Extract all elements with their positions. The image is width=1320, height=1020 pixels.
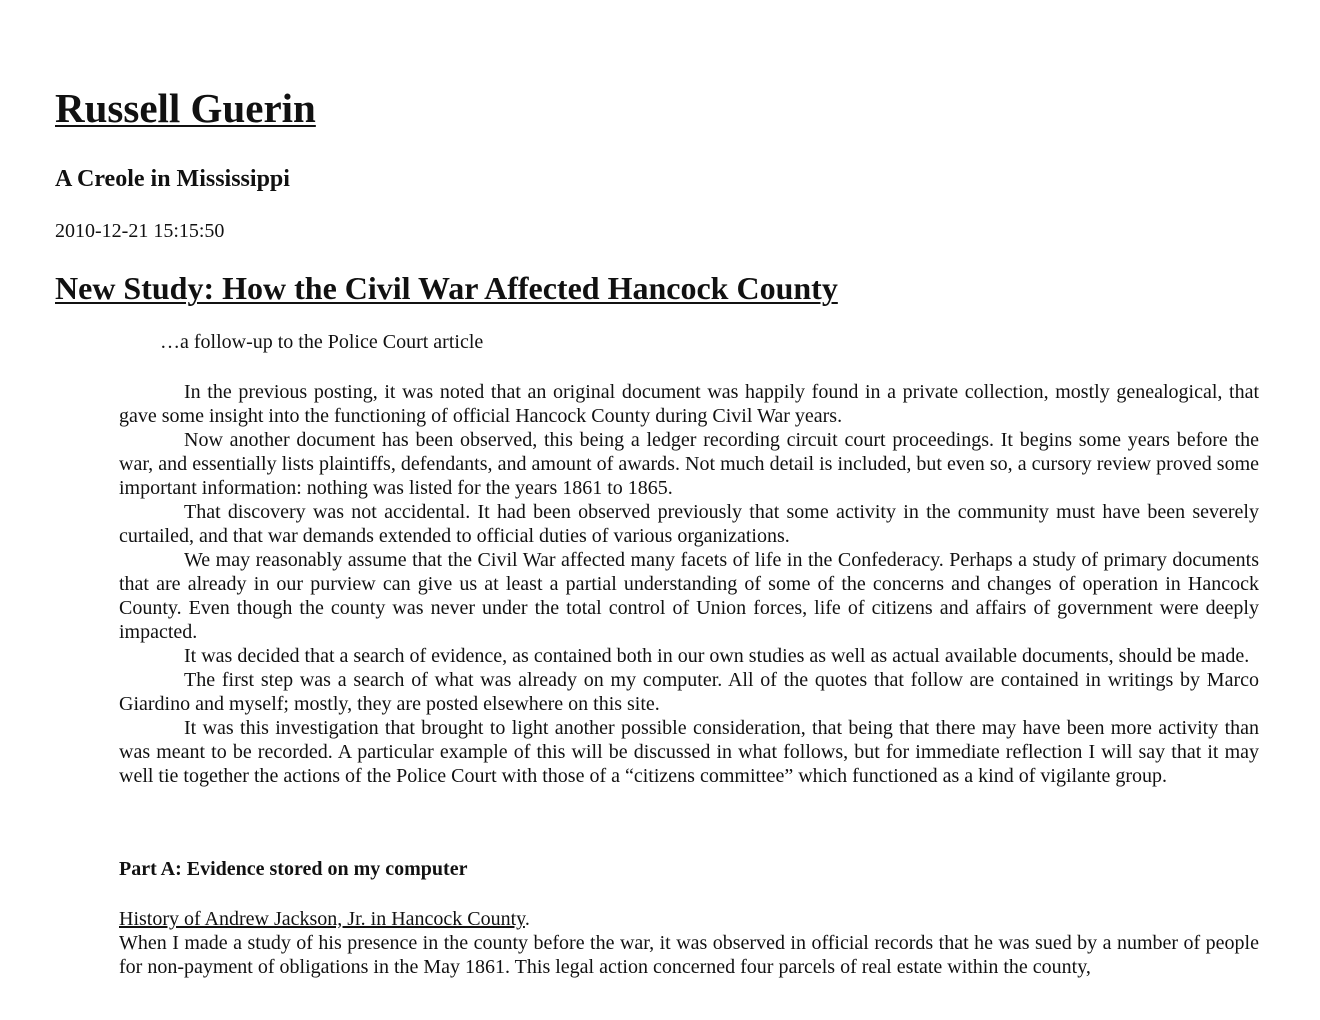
paragraph: That discovery was not accidental. It had been observed previously that some activity in the community must have been severely curtailed, and that war demands extended to official duties of various organizations.: [119, 501, 1259, 547]
post-date: 2010-12-21 15:15:50: [55, 220, 225, 242]
source-title-line: [119, 907, 1259, 931]
section-heading: Part A: Evidence stored on my computer: [119, 858, 468, 880]
source-entry: [119, 907, 1259, 979]
source-title: History of Andrew Jackson, Jr. in Hancock County: [119, 908, 525, 930]
paragraph: It was decided that a search of evidence, as contained both in our own studies as well as actual available documents, should be made.: [184, 645, 1250, 667]
source-title-suffix: .: [524, 908, 530, 930]
paragraph: The first step was a search of what was already on my computer. All of the quotes that follow are contained in writings by Marco Giardino and myself; mostly, they are posted elsewhere on this site.: [119, 669, 1259, 715]
paragraph: In the previous posting, it was noted that an original document was happily found in a private collection, mostly genealogical, that gave some insight into the functioning of official Hancock County during Civil War years.: [119, 381, 1259, 427]
post-subtitle: …a follow-up to the Police Court article: [160, 331, 484, 353]
author-name: Russell Guerin: [55, 85, 316, 131]
paragraph: It was this investigation that brought to light another possible consideration, that being that there may have been more activity than was meant to be recorded. A particular example of this will be discussed in what follows, but for immediate reflection I will say that it may well tie together the actions of the Police Court with those of a “citizens committee” which functioned as a kind of vigilante group.: [119, 717, 1259, 787]
paragraph: Now another document has been observed, this being a ledger recording circuit court proceedings. It begins some years before the war, and essentially lists plaintiffs, defendants, and amount of awards. Not much detail is included, but even so, a cursory review proved some important information: nothing was listed for the years 1861 to 1865.: [119, 429, 1259, 499]
post-title: New Study: How the Civil War Affected Hancock County: [55, 270, 838, 306]
blog-title: A Creole in Mississippi: [55, 166, 290, 192]
paragraph: We may reasonably assume that the Civil War affected many facets of life in the Confederacy. Perhaps a study of primary documents that are already in our purview can give us at least a partial understanding of some of the concerns and changes of operation in Hancock County. Even though the county was never under the total control of Union forces, life of citizens and affairs of government were deeply impacted.: [119, 549, 1259, 643]
article-body: [119, 380, 1259, 788]
source-text: When I made a study of his presence in the county before the war, it was observed in official records that he was sued by a number of people for non-payment of obligations in the May 1861. This legal action concerned four parcels of real estate within the county,: [119, 932, 1259, 978]
